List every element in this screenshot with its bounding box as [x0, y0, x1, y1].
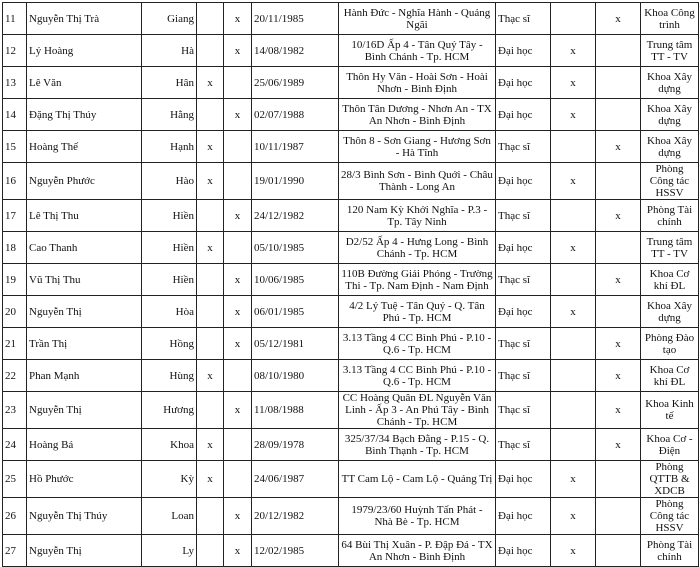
- birth-date-cell: 12/02/1985: [252, 535, 339, 567]
- surname-cell: Nguyễn Thị Trà: [27, 3, 142, 35]
- degree-cell: Thạc sĩ: [496, 264, 551, 296]
- row-number: 17: [3, 200, 27, 232]
- table-row: [3, 232, 699, 264]
- given-name-cell: Hạnh: [142, 131, 197, 163]
- mark-col-a-cell: x: [551, 296, 596, 328]
- mark-col-a-cell: x: [551, 498, 596, 535]
- birth-date-cell: 10/06/1985: [252, 264, 339, 296]
- unit-cell: Khoa Cơ khí ĐL: [641, 264, 699, 296]
- table-row: [3, 131, 699, 163]
- unit-cell: Phòng Công tác HSSV: [641, 163, 699, 200]
- unit-cell: Trung tâm TT - TV: [641, 232, 699, 264]
- unit-cell: Phòng QTTB & XDCB: [641, 461, 699, 498]
- row-number: 12: [3, 35, 27, 67]
- female-mark-cell: x: [224, 296, 252, 328]
- female-mark-cell: x: [224, 200, 252, 232]
- mark-col-a-cell: [551, 360, 596, 392]
- mark-col-a-cell: x: [551, 35, 596, 67]
- unit-cell: Khoa Kinh tế: [641, 392, 699, 429]
- surname-cell: Lê Thị Thu: [27, 200, 142, 232]
- table-row: [3, 3, 699, 35]
- mark-col-a-cell: x: [551, 535, 596, 567]
- mark-col-b-cell: [596, 461, 641, 498]
- given-name-cell: Hòa: [142, 296, 197, 328]
- row-number: 20: [3, 296, 27, 328]
- address-cell: TT Cam Lộ - Cam Lộ - Quảng Trị: [339, 461, 496, 498]
- surname-cell: Vũ Thị Thu: [27, 264, 142, 296]
- mark-col-b-cell: x: [596, 429, 641, 461]
- degree-cell: Đại học: [496, 99, 551, 131]
- female-mark-cell: [224, 461, 252, 498]
- table-row: [3, 35, 699, 67]
- surname-cell: Cao Thanh: [27, 232, 142, 264]
- degree-cell: Đại học: [496, 163, 551, 200]
- address-cell: 120 Nam Kỳ Khởi Nghĩa - P.3 - Tp. Tây Ninh: [339, 200, 496, 232]
- male-mark-cell: [197, 3, 224, 35]
- address-cell: 110B Đường Giải Phóng - Trường Thi - Tp. Nam Định - Nam Định: [339, 264, 496, 296]
- staff-roster-table: [2, 2, 699, 567]
- row-number: 16: [3, 163, 27, 200]
- given-name-cell: Hiền: [142, 200, 197, 232]
- unit-cell: Phòng Tài chính: [641, 200, 699, 232]
- address-cell: Thôn Tân Dương - Nhơn An - TX An Nhơn - Bình Định: [339, 99, 496, 131]
- address-cell: 1979/23/60 Huỳnh Tấn Phát - Nhà Bè - Tp. HCM: [339, 498, 496, 535]
- address-cell: 3.13 Tầng 4 CC Bình Phú - P.10 - Q.6 - Tp. HCM: [339, 360, 496, 392]
- unit-cell: Phòng Công tác HSSV: [641, 498, 699, 535]
- degree-cell: Thạc sĩ: [496, 429, 551, 461]
- mark-col-b-cell: [596, 296, 641, 328]
- surname-cell: Đặng Thị Thúy: [27, 99, 142, 131]
- given-name-cell: Giang: [142, 3, 197, 35]
- unit-cell: Khoa Xây dựng: [641, 67, 699, 99]
- mark-col-b-cell: [596, 535, 641, 567]
- table-row: [3, 498, 699, 535]
- unit-cell: Khoa Công trình: [641, 3, 699, 35]
- mark-col-b-cell: [596, 35, 641, 67]
- address-cell: 10/16D Ấp 4 - Tân Quý Tây - Bình Chánh - Tp. HCM: [339, 35, 496, 67]
- male-mark-cell: [197, 535, 224, 567]
- female-mark-cell: x: [224, 498, 252, 535]
- birth-date-cell: 10/11/1987: [252, 131, 339, 163]
- given-name-cell: Hiền: [142, 232, 197, 264]
- given-name-cell: Khoa: [142, 429, 197, 461]
- mark-col-a-cell: [551, 131, 596, 163]
- male-mark-cell: [197, 200, 224, 232]
- unit-cell: Khoa Xây dựng: [641, 131, 699, 163]
- female-mark-cell: x: [224, 35, 252, 67]
- female-mark-cell: x: [224, 3, 252, 35]
- unit-cell: Khoa Cơ khí ĐL: [641, 360, 699, 392]
- female-mark-cell: [224, 429, 252, 461]
- mark-col-a-cell: [551, 3, 596, 35]
- row-number: 14: [3, 99, 27, 131]
- table-row: [3, 200, 699, 232]
- row-number: 18: [3, 232, 27, 264]
- degree-cell: Đại học: [496, 461, 551, 498]
- mark-col-a-cell: x: [551, 163, 596, 200]
- male-mark-cell: [197, 264, 224, 296]
- male-mark-cell: [197, 99, 224, 131]
- mark-col-b-cell: [596, 163, 641, 200]
- row-number: 25: [3, 461, 27, 498]
- given-name-cell: Kỳ: [142, 461, 197, 498]
- mark-col-b-cell: [596, 498, 641, 535]
- table-row: [3, 67, 699, 99]
- unit-cell: Trung tâm TT - TV: [641, 35, 699, 67]
- mark-col-b-cell: x: [596, 360, 641, 392]
- mark-col-b-cell: x: [596, 328, 641, 360]
- given-name-cell: Hằng: [142, 99, 197, 131]
- surname-cell: Lê Văn: [27, 67, 142, 99]
- female-mark-cell: x: [224, 264, 252, 296]
- surname-cell: Hoàng Bá: [27, 429, 142, 461]
- row-number: 15: [3, 131, 27, 163]
- given-name-cell: Hà: [142, 35, 197, 67]
- surname-cell: Lý Hoàng: [27, 35, 142, 67]
- address-cell: CC Hoàng Quân ĐL Nguyễn Văn Linh - Ấp 3 - An Phú Tây - Bình Chánh - Tp. HCM: [339, 392, 496, 429]
- female-mark-cell: x: [224, 328, 252, 360]
- mark-col-a-cell: [551, 200, 596, 232]
- address-cell: 3.13 Tầng 4 CC Bình Phú - P.10 - Q.6 - Tp. HCM: [339, 328, 496, 360]
- degree-cell: Thạc sĩ: [496, 200, 551, 232]
- degree-cell: Đại học: [496, 35, 551, 67]
- address-cell: 4/2 Lý Tuệ - Tân Quý - Q. Tân Phú - Tp. HCM: [339, 296, 496, 328]
- degree-cell: Thạc sĩ: [496, 3, 551, 35]
- address-cell: D2/52 Ấp 4 - Hưng Long - Bình Chánh - Tp. HCM: [339, 232, 496, 264]
- degree-cell: Đại học: [496, 232, 551, 264]
- mark-col-b-cell: x: [596, 3, 641, 35]
- birth-date-cell: 24/06/1987: [252, 461, 339, 498]
- mark-col-a-cell: x: [551, 461, 596, 498]
- address-cell: Hành Đức - Nghĩa Hành - Quảng Ngãi: [339, 3, 496, 35]
- female-mark-cell: x: [224, 99, 252, 131]
- mark-col-a-cell: [551, 264, 596, 296]
- male-mark-cell: [197, 498, 224, 535]
- table-row: [3, 264, 699, 296]
- mark-col-b-cell: x: [596, 131, 641, 163]
- male-mark-cell: x: [197, 163, 224, 200]
- surname-cell: Nguyễn Thị: [27, 535, 142, 567]
- given-name-cell: Hân: [142, 67, 197, 99]
- birth-date-cell: 08/10/1980: [252, 360, 339, 392]
- mark-col-b-cell: x: [596, 200, 641, 232]
- table-row: [3, 461, 699, 498]
- female-mark-cell: [224, 67, 252, 99]
- degree-cell: Đại học: [496, 535, 551, 567]
- row-number: 21: [3, 328, 27, 360]
- address-cell: 325/37/34 Bạch Đằng - P.15 - Q. Bình Thạnh - Tp. HCM: [339, 429, 496, 461]
- female-mark-cell: x: [224, 392, 252, 429]
- birth-date-cell: 05/12/1981: [252, 328, 339, 360]
- given-name-cell: Hùng: [142, 360, 197, 392]
- surname-cell: Hoàng Thế: [27, 131, 142, 163]
- table-row: [3, 163, 699, 200]
- table-row: [3, 392, 699, 429]
- surname-cell: Phan Mạnh: [27, 360, 142, 392]
- birth-date-cell: 02/07/1988: [252, 99, 339, 131]
- male-mark-cell: x: [197, 429, 224, 461]
- address-cell: Thôn Hy Văn - Hoài Sơn - Hoài Nhơn - Bình Định: [339, 67, 496, 99]
- male-mark-cell: x: [197, 360, 224, 392]
- table-row: [3, 360, 699, 392]
- unit-cell: Khoa Cơ - Điện: [641, 429, 699, 461]
- degree-cell: Thạc sĩ: [496, 392, 551, 429]
- row-number: 27: [3, 535, 27, 567]
- birth-date-cell: 06/01/1985: [252, 296, 339, 328]
- row-number: 13: [3, 67, 27, 99]
- male-mark-cell: x: [197, 461, 224, 498]
- row-number: 22: [3, 360, 27, 392]
- given-name-cell: Hiền: [142, 264, 197, 296]
- table-row: [3, 328, 699, 360]
- given-name-cell: Hồng: [142, 328, 197, 360]
- table-row: [3, 99, 699, 131]
- surname-cell: Nguyễn Thị: [27, 392, 142, 429]
- male-mark-cell: x: [197, 131, 224, 163]
- birth-date-cell: 19/01/1990: [252, 163, 339, 200]
- birth-date-cell: 05/10/1985: [252, 232, 339, 264]
- degree-cell: Thạc sĩ: [496, 131, 551, 163]
- unit-cell: Phòng Tài chính: [641, 535, 699, 567]
- birth-date-cell: 25/06/1989: [252, 67, 339, 99]
- mark-col-b-cell: x: [596, 264, 641, 296]
- row-number: 24: [3, 429, 27, 461]
- mark-col-b-cell: x: [596, 392, 641, 429]
- birth-date-cell: 11/08/1988: [252, 392, 339, 429]
- table-row: [3, 429, 699, 461]
- unit-cell: Phòng Đào tạo: [641, 328, 699, 360]
- address-cell: Thôn 8 - Sơn Giang - Hương Sơn - Hà Tĩnh: [339, 131, 496, 163]
- female-mark-cell: [224, 163, 252, 200]
- row-number: 19: [3, 264, 27, 296]
- mark-col-b-cell: [596, 99, 641, 131]
- birth-date-cell: 28/09/1978: [252, 429, 339, 461]
- given-name-cell: Hào: [142, 163, 197, 200]
- degree-cell: Đại học: [496, 67, 551, 99]
- degree-cell: Thạc sĩ: [496, 328, 551, 360]
- male-mark-cell: [197, 392, 224, 429]
- birth-date-cell: 20/12/1982: [252, 498, 339, 535]
- mark-col-b-cell: [596, 232, 641, 264]
- degree-cell: Đại học: [496, 296, 551, 328]
- row-number: 23: [3, 392, 27, 429]
- unit-cell: Khoa Xây dựng: [641, 99, 699, 131]
- mark-col-a-cell: x: [551, 67, 596, 99]
- surname-cell: Nguyễn Phước: [27, 163, 142, 200]
- table-row: [3, 535, 699, 567]
- row-number: 26: [3, 498, 27, 535]
- male-mark-cell: [197, 328, 224, 360]
- address-cell: 28/3 Bình Sơn - Bình Quới - Châu Thành - Long An: [339, 163, 496, 200]
- row-number: 11: [3, 3, 27, 35]
- table-row: [3, 296, 699, 328]
- mark-col-a-cell: [551, 328, 596, 360]
- degree-cell: Thạc sĩ: [496, 360, 551, 392]
- surname-cell: Nguyễn Thị Thúy: [27, 498, 142, 535]
- female-mark-cell: [224, 131, 252, 163]
- unit-cell: Khoa Xây dựng: [641, 296, 699, 328]
- given-name-cell: Loan: [142, 498, 197, 535]
- male-mark-cell: [197, 35, 224, 67]
- male-mark-cell: [197, 296, 224, 328]
- female-mark-cell: x: [224, 535, 252, 567]
- roster-body: [3, 3, 699, 567]
- surname-cell: Nguyễn Thị: [27, 296, 142, 328]
- degree-cell: Đại học: [496, 498, 551, 535]
- female-mark-cell: [224, 232, 252, 264]
- mark-col-a-cell: [551, 392, 596, 429]
- birth-date-cell: 24/12/1982: [252, 200, 339, 232]
- mark-col-a-cell: x: [551, 99, 596, 131]
- female-mark-cell: [224, 360, 252, 392]
- surname-cell: Hồ Phước: [27, 461, 142, 498]
- surname-cell: Trần Thị: [27, 328, 142, 360]
- given-name-cell: Hương: [142, 392, 197, 429]
- birth-date-cell: 20/11/1985: [252, 3, 339, 35]
- mark-col-a-cell: x: [551, 232, 596, 264]
- given-name-cell: Ly: [142, 535, 197, 567]
- mark-col-a-cell: [551, 429, 596, 461]
- mark-col-b-cell: [596, 67, 641, 99]
- birth-date-cell: 14/08/1982: [252, 35, 339, 67]
- address-cell: 64 Bùi Thị Xuân - P. Đập Đá - TX An Nhơn - Bình Định: [339, 535, 496, 567]
- male-mark-cell: x: [197, 232, 224, 264]
- male-mark-cell: x: [197, 67, 224, 99]
